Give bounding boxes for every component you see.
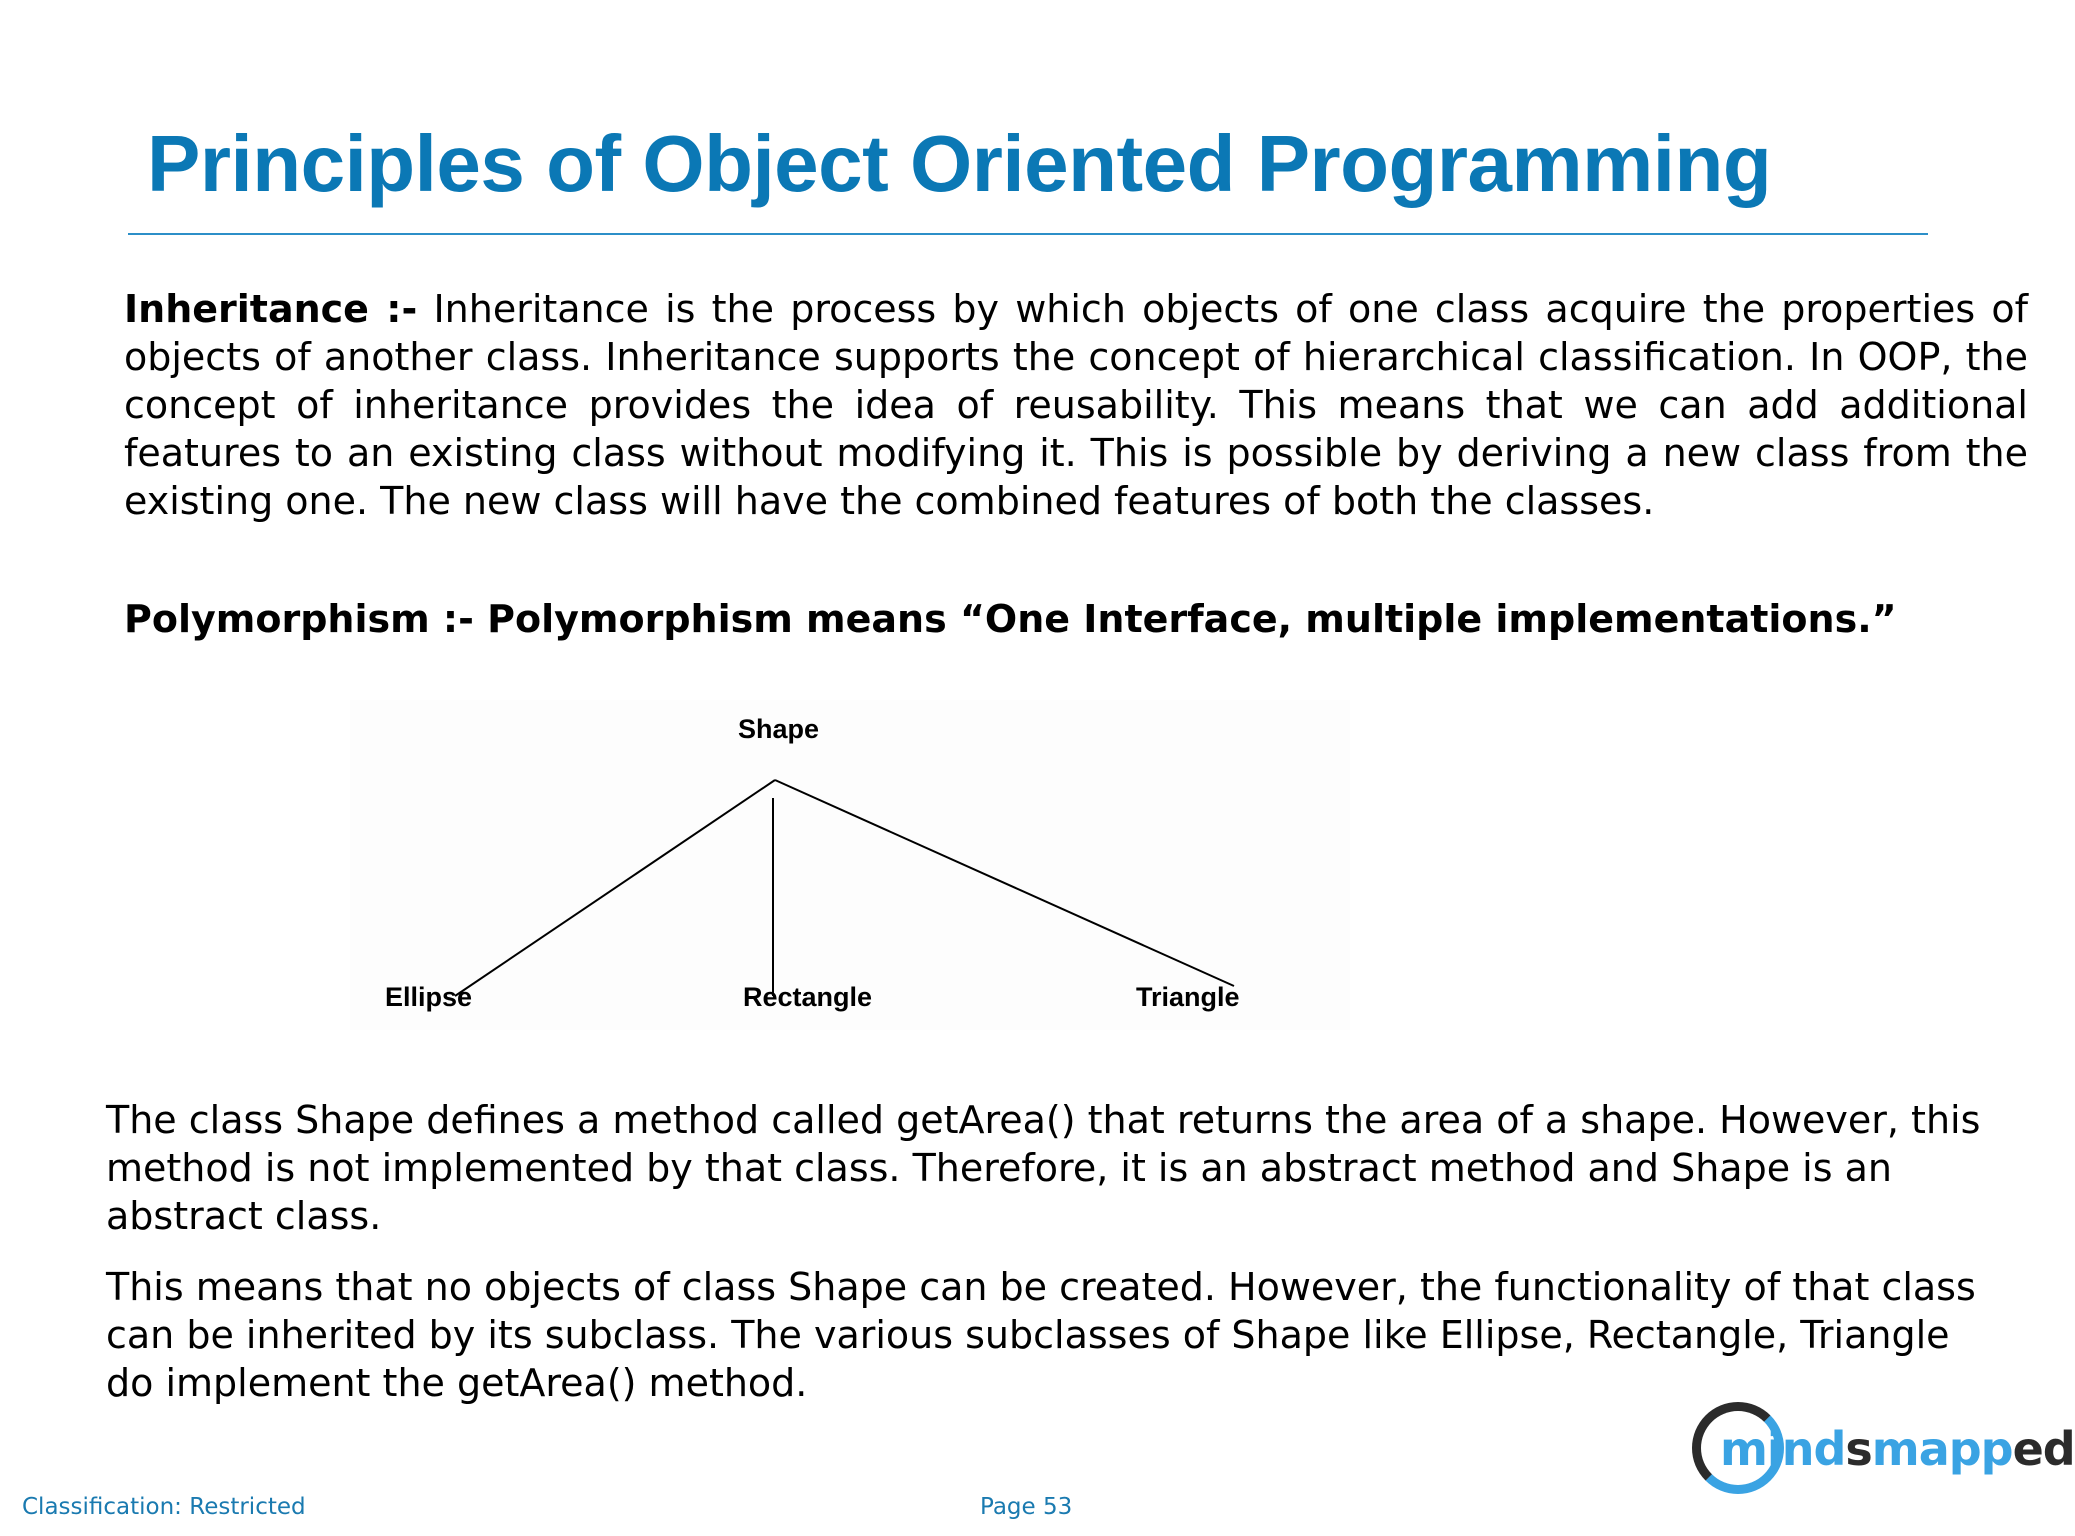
subclass-paragraph: This means that no objects of class Shape can be created. However, the functionality of that class can be inherited by its subclass. The various subclasses of Shape like Ellipse, Rectangle, Triangle do implement the getArea() method. [106, 1265, 1976, 1405]
hierarchy-lines [350, 700, 1350, 1030]
shape-hierarchy-diagram [350, 700, 1350, 1030]
polymorphism-term: Polymorphism :- [124, 597, 474, 641]
inheritance-text: Inheritance is the process by which objects of one class acquire the properties of objects of another class. Inheritance supports the concept of hierarchical classification. In OOP, the concept of inheritance provides the idea of reusability. This means that we can add additional features to an existing class without modifying it. This is possible by deriving a new class from the existing one. The new class will have the combined features of both the classes. [124, 287, 2028, 523]
edge-shape-ellipse [455, 780, 775, 996]
slide-title: Principles of Object Oriented Programming [147, 119, 1772, 208]
node-triangle: Triangle [1136, 982, 1240, 1012]
node-shape: Shape [738, 714, 820, 744]
abstract-class-paragraph: The class Shape defines a method called getArea() that returns the area of a shape. However, this method is not implemented by that class. Therefore, it is an abstract method and Shape is an abstract class. [106, 1098, 1981, 1238]
page-number: Page 53 [980, 1494, 1073, 1520]
classification-label: Classification: Restricted [22, 1494, 306, 1520]
inheritance-term: Inheritance :- [124, 287, 418, 331]
polymorphism-text: Polymorphism means “One Interface, multiple implementations.” [473, 597, 1897, 641]
node-rectangle: Rectangle [743, 982, 873, 1012]
polymorphism-paragraph [124, 595, 2028, 643]
mindsmapped-logo [1690, 1400, 2075, 1510]
logo-wordmark: mindsmapped [1720, 1422, 2075, 1476]
node-ellipse: Ellipse [385, 982, 473, 1012]
inheritance-paragraph [124, 285, 2028, 525]
edge-shape-triangle [775, 780, 1234, 986]
title-divider [128, 233, 1928, 235]
